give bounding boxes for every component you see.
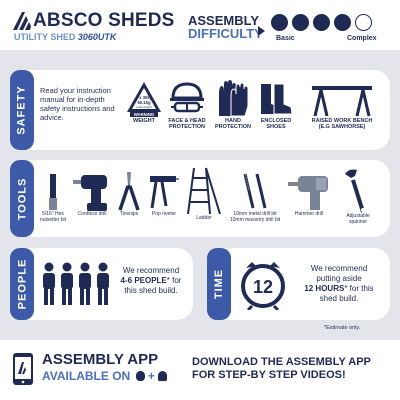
pop-riveter-icon [148,170,180,212]
sawhorse-icon [311,80,373,118]
app-title: ASSEMBLY APP [42,351,159,368]
tool-item-nutsetter [36,172,70,223]
time-line1: We recommend [310,264,368,273]
plus-sign: + [147,369,155,383]
tool-item-label: Hammer drill [294,211,324,217]
people-group-icon [40,262,112,306]
clock-icon [238,258,288,310]
tool-item-drill-bits [226,170,284,223]
estimate-note: *Estimate only. [324,325,361,331]
time-tab-label: TIME [213,268,225,300]
tinsnips-icon [116,170,142,212]
android-icon[interactable] [158,371,167,381]
safety-item-label: FACE & HEAD PROTECTION [168,118,206,130]
safety-item-workbench [298,80,386,130]
difficulty-dot [313,14,330,31]
drill-bits-icon [235,170,275,212]
safety-tab [10,70,34,150]
difficulty-low-label: Basic [276,35,295,42]
time-hours: 12 HOURS [304,284,345,293]
warning-sign-banner: WARNING [133,112,155,118]
tool-item-label: Pop riveter [151,211,177,217]
ladder-icon [186,166,222,216]
safety-tab-label: SAFETY [16,85,28,135]
difficulty-dot [334,14,351,31]
gloves-icon [215,80,251,118]
warning-sign-top: 2 x 30kg [135,95,153,100]
warning-sign-mid: 60.1kg [137,100,151,105]
boots-icon [257,80,295,118]
safety-item-weight [124,80,164,124]
warning-sign-bottom: total weight [136,105,152,109]
download-line2: FOR STEP-BY STEP VIDEOS! [192,369,346,381]
tool-item-spanner [336,168,380,225]
safety-item-label: HAND PROTECTION [214,118,252,130]
tool-item-label: Ladder [196,215,212,221]
safety-item-hand [212,80,254,130]
time-note-mark: * [344,284,348,293]
tool-item-label: Cordless drill [77,211,107,217]
absco-logo-icon [13,12,31,30]
tools-tab-label: TOOLS [16,177,29,220]
tool-item-label: Tinsnips [119,211,139,217]
tools-tab [10,160,34,237]
app-sub-label: AVAILABLE ON [42,369,131,383]
assembly-label: ASSEMBLY [188,13,260,28]
product-subtitle [14,32,116,42]
product-line: UTILITY SHED [14,32,76,42]
tool-item-ladder [184,166,224,222]
safety-item-face-head [166,80,208,130]
phone-app-icon[interactable] [12,352,34,386]
nutsetter-bit-icon [46,172,60,212]
people-count: 4-6 PEOPLE [120,276,167,285]
difficulty-dot [271,14,288,31]
hard-hat-goggles-icon [167,80,207,118]
tool-item-tinsnips [114,170,144,218]
download-line1: DOWNLOAD THE ASSEMBLY APP [192,356,371,368]
tool-item-cordless-drill [70,170,114,218]
app-available-on [42,369,167,383]
people-tab [10,248,34,320]
brand-name: ABSCO SHEDS [33,10,175,31]
cordless-drill-icon [71,170,113,212]
difficulty-label: DIFFICULTY [188,26,263,41]
weight-warning-icon [126,80,162,118]
time-tab [207,248,231,320]
tool-item-label: Adjustable spanner [346,213,370,225]
people-note-mark: * [166,276,170,285]
spanner-icon [343,168,373,214]
time-line2-prefix: putting aside [316,274,362,283]
tool-item-hammer-drill [284,170,334,218]
difficulty-arrow-icon [258,26,265,36]
download-callout [192,356,392,382]
hammer-drill-icon [286,170,332,212]
tool-item-label: 10mm metal drill bit 10mm masonry drill bit [229,211,281,223]
assembly-difficulty-title [188,14,263,40]
people-line1: We recommend [122,266,180,275]
difficulty-dot [355,14,372,31]
apple-icon[interactable] [136,371,145,381]
difficulty-dot [292,14,309,31]
product-model: 3060UTK [77,32,117,42]
time-recommendation: We recommend putting aside 12 HOURS* for this shed build. [304,264,374,303]
safety-intro: Read your instruction manual for in-depth safety instructions and advice. [40,86,115,122]
tool-item-pop-riveter [146,170,182,218]
clock-value: 12 [252,277,274,297]
difficulty-high-label: Complex [347,35,377,42]
safety-item-shoes [256,80,296,130]
tool-item-label: 5/16" Hex nutsetter bit [39,211,67,223]
people-recommendation: We recommend 4-6 PEOPLE* for this shed build. [120,266,182,295]
safety-item-label: ENCLOSED SHOES [260,118,292,130]
people-tab-label: PEOPLE [16,258,28,310]
safety-item-label: WEIGHT [133,118,155,124]
safety-item-label: RAISED WORK BENCH (E.G SAWHORSE) [311,118,373,130]
